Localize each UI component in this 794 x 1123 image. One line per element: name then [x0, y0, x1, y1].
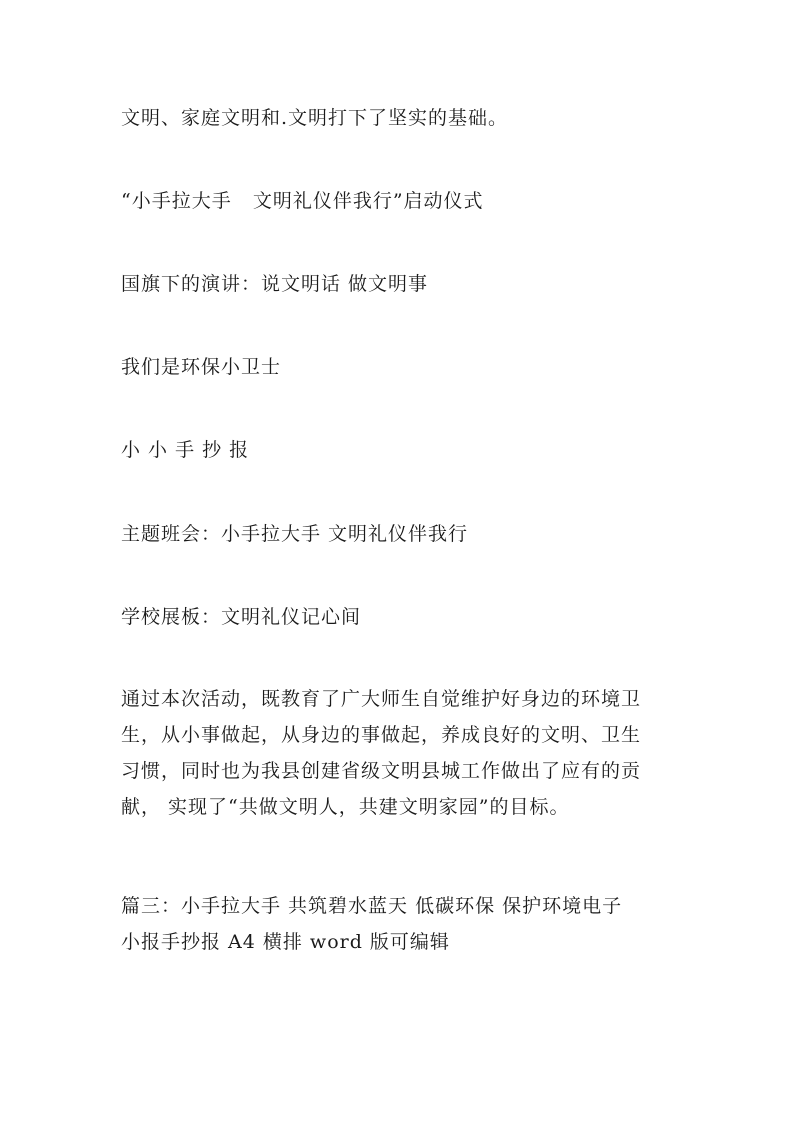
- text-line-eco-guards: 我们是环保小卫士: [121, 356, 282, 378]
- paragraph-line: 献， 实现了“共做文明人，共建文明家园”的目标。: [121, 796, 570, 818]
- text-line-handwritten-paper: 小 小 手 抄 报: [121, 439, 250, 461]
- text-line-launch-ceremony: “小手拉大手 文明礼仪伴我行”启动仪式: [121, 190, 484, 212]
- text-line-class-meeting: 主题班会：小手拉大手 文明礼仪伴我行: [121, 523, 469, 545]
- paragraph-line: 生，从小事做起，从身边的事做起，养成良好的文明、卫生: [121, 724, 642, 746]
- paragraph-chapter-three: [121, 888, 681, 960]
- paragraph-activity-summary: [121, 681, 681, 825]
- paragraph-line: 小报手抄报 A4 横排 word 版可编辑: [121, 931, 450, 953]
- paragraph-line: 篇三：小手拉大手 共筑碧水蓝天 低碳环保 保护环境电子: [121, 895, 623, 917]
- paragraph-line: 习惯，同时也为我县创建省级文明县城工作做出了应有的贡: [121, 760, 642, 782]
- text-line-flag-speech: 国旗下的演讲：说文明话 做文明事: [121, 273, 429, 295]
- text-line-school-board: 学校展板：文明礼仪记心间: [121, 606, 362, 628]
- paragraph-line: 通过本次活动，既教育了广大师生自觉维护好身边的环境卫: [121, 688, 642, 710]
- text-line-foundation: 文明、家庭文明和.文明打下了坚实的基础。: [121, 107, 509, 129]
